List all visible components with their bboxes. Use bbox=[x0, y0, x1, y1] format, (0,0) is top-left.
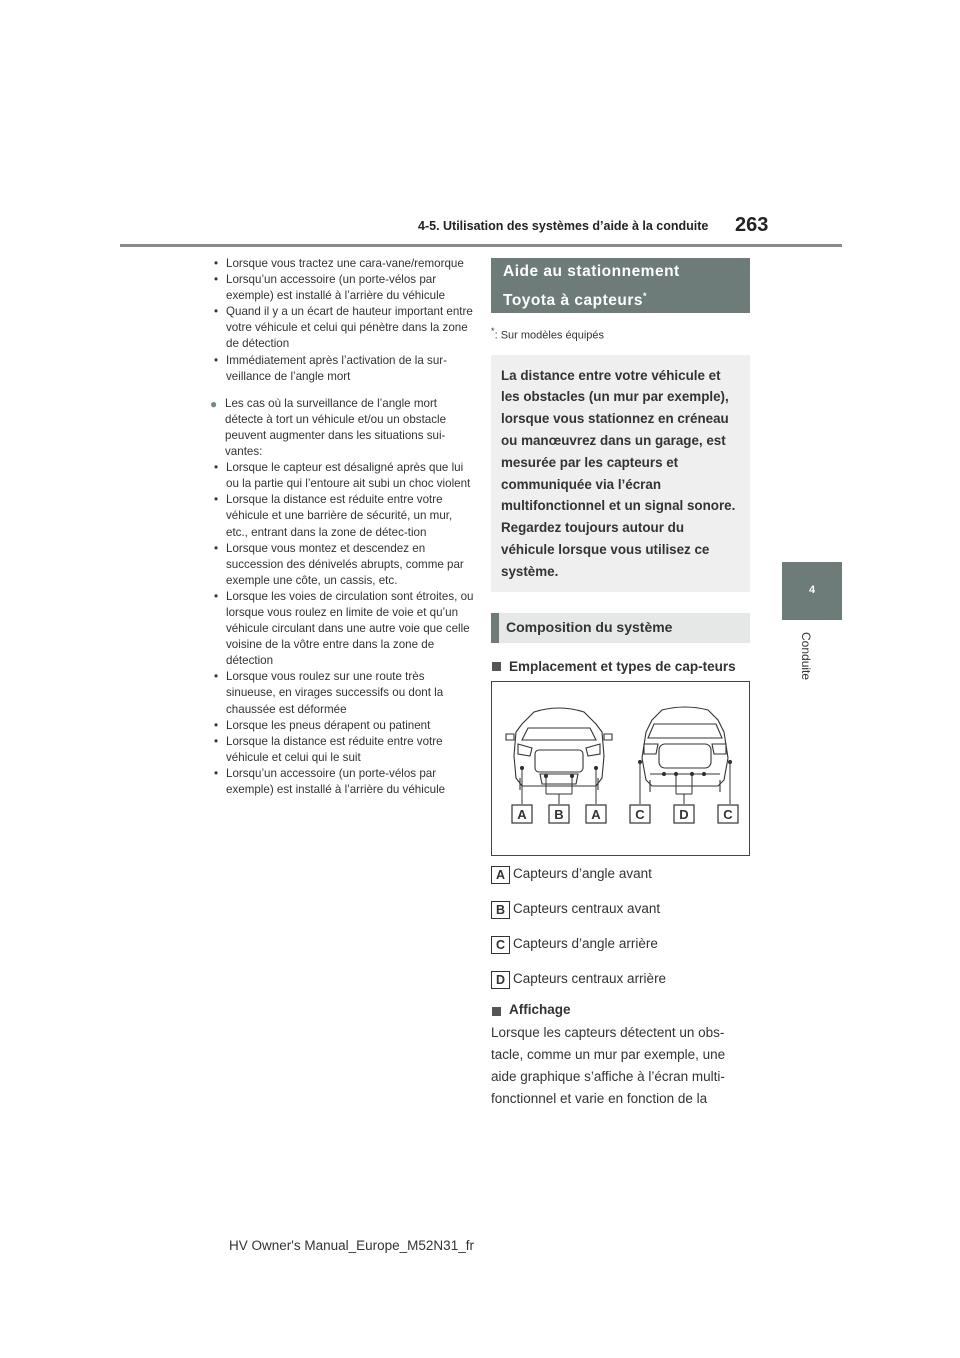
legend-text: Capteurs d’angle avant bbox=[513, 866, 652, 881]
legend-item-b bbox=[491, 901, 750, 920]
diagram-label-c: C bbox=[723, 807, 733, 822]
diagram-label-a: A bbox=[591, 807, 601, 822]
diagram-label-d: D bbox=[679, 807, 689, 822]
legend-letter: B bbox=[491, 901, 510, 919]
diagram-label-boxes bbox=[512, 805, 738, 823]
rear-car-icon bbox=[642, 707, 728, 792]
square-bullet-icon bbox=[492, 662, 501, 671]
list-item: • Lorsqu’un accessoire (un porte-vélos par exemple) est installé à l’arrière du véhicule bbox=[212, 272, 474, 304]
left-column bbox=[212, 256, 474, 798]
diagram-label-b: B bbox=[554, 807, 564, 822]
conditions-list-1 bbox=[212, 256, 474, 385]
paragraph-text: Les cas où la surveillance de l’angle mort détecte à tort un véhicule et/ou un obstacle peuvent augmenter dans les situations sui-vantes: bbox=[225, 396, 447, 459]
section-heading bbox=[491, 258, 750, 313]
list-item: • Immédiatement après l’activation de la sur-veillance de l’angle mort bbox=[212, 353, 474, 385]
section-title: 4-5. Utilisation des systèmes d’aide à la conduite bbox=[418, 219, 709, 233]
list-item: • Lorsque vous roulez sur une route très sinueuse, en virages successifs ou dont la chaussée est déformée bbox=[212, 669, 474, 717]
list-item: • Lorsqu’un accessoire (un porte-vélos par exemple) est installé à l’arrière du véhicule bbox=[212, 766, 474, 798]
chapter-label: Conduite bbox=[799, 632, 813, 681]
header-divider bbox=[120, 244, 842, 247]
car-sensor-illustration bbox=[492, 682, 749, 855]
legend-text: Capteurs centraux avant bbox=[513, 901, 661, 916]
right-column bbox=[491, 258, 750, 676]
rear-sensor-lines bbox=[638, 760, 731, 804]
heading-line-2: Toyota à capteurs* bbox=[503, 291, 648, 310]
intro-box: La distance entre votre véhicule et les obstacles (un mur par exemple), lorsque vous stationnez en créneau ou manœuvrez dans un garage, est mesurée par les capteurs et communiquée via l’écran multifonctionnel et un signal sonore. Regardez toujours autour du véhicule lorsque vous utilisez ce système. bbox=[491, 355, 750, 592]
list-item: • Lorsque les voies de circulation sont étroites, ou lorsque vous roulez en limite de voie et qu’un véhicule circulant dans une autre voie que celle voisine de la vôtre entre dans la zone de détection bbox=[212, 589, 474, 669]
asterisk-marker: * bbox=[643, 291, 648, 301]
list-item: • Lorsque le capteur est désaligné après que lui ou la partie qui l’entoure ait subi un choc violent bbox=[212, 460, 474, 492]
diagram-label-c: C bbox=[635, 807, 645, 822]
display-heading: Affichage bbox=[491, 1002, 571, 1017]
diagram-label-a: A bbox=[517, 807, 527, 822]
legend-item-d bbox=[491, 971, 750, 990]
false-detection-paragraph bbox=[212, 396, 474, 460]
list-item: • Lorsque la distance est réduite entre votre véhicule et une barrière de sécurité, un mur, etc., entrant dans la zone de détec-tion bbox=[212, 492, 474, 540]
square-bullet-icon bbox=[492, 1007, 501, 1016]
display-paragraph: Lorsque les capteurs détectent un obs-tacle, comme un mur par exemple, une aide graphique s’affiche à l’écran multi-fonctionnel et varie en fonction de la bbox=[491, 1025, 726, 1107]
legend-letter: D bbox=[491, 971, 510, 989]
list-item: • Lorsque vous tractez une cara-vane/remorque bbox=[212, 256, 474, 272]
footnote: *: Sur modèles équipés bbox=[491, 326, 605, 342]
heading-line-1: Aide au stationnement bbox=[503, 263, 680, 280]
list-item: • Lorsque la distance est réduite entre votre véhicule et celui qui le suit bbox=[212, 734, 474, 766]
legend-item-a bbox=[491, 866, 750, 885]
footer-manual-id: HV Owner's Manual_Europe_M52N31_fr bbox=[229, 1238, 474, 1253]
sensor-location-heading: Emplacement et types de cap-teurs bbox=[491, 657, 750, 677]
list-item: • Lorsque les pneus dérapent ou patinent bbox=[212, 718, 474, 734]
legend-text: Capteurs centraux arrière bbox=[513, 971, 667, 986]
legend-letter: C bbox=[491, 936, 510, 954]
composition-heading: Composition du système bbox=[491, 613, 750, 643]
list-item: • Lorsque vous montez et descendez en succession des dénivelés abrupts, comme par exemple une côte, un cassis, etc. bbox=[212, 541, 474, 589]
legend-item-c bbox=[491, 936, 750, 955]
circle-bullet-icon: ● bbox=[210, 396, 218, 411]
conditions-list-2 bbox=[212, 460, 474, 798]
chapter-tab bbox=[782, 562, 842, 620]
list-item: • Quand il y a un écart de hauteur important entre votre véhicule et celui qui pénètre dans la zone de détection bbox=[212, 304, 474, 352]
legend-letter: A bbox=[491, 866, 510, 884]
page-number: 263 bbox=[735, 214, 769, 236]
chapter-number: 4 bbox=[808, 584, 816, 596]
legend-text: Capteurs d’angle arrière bbox=[513, 936, 658, 951]
chapter-label-box bbox=[775, 628, 835, 698]
sensor-diagram bbox=[491, 681, 750, 856]
